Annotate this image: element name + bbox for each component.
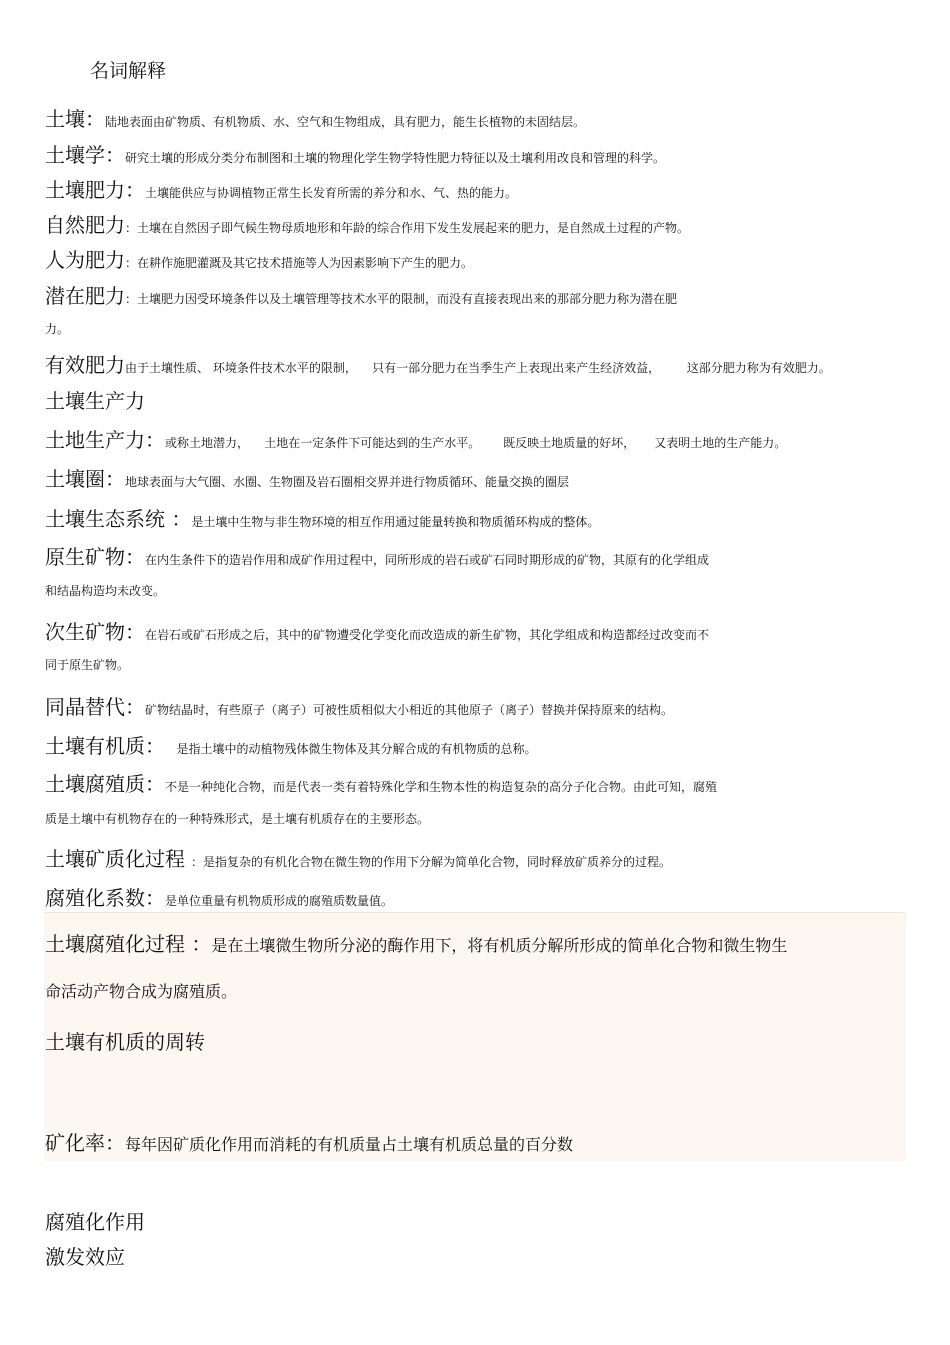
entry-soil-science <box>45 139 665 168</box>
entry-soil <box>45 103 585 132</box>
definition: 在岩石或矿石形成之后，其中的矿物遭受化学变化而改造成的新生矿物，其化学组成和构造都经过改变而不 <box>145 628 710 642</box>
entry-soil-humus <box>45 768 717 797</box>
entry-pedosphere <box>45 463 569 492</box>
definition: 地球表面与大气圈、水圈、生物圈及岩石圈相交界并进行物质循环、能量交换的圈层 <box>125 475 570 489</box>
entry-organic-matter-turnover <box>45 1026 205 1055</box>
entry-secondary-mineral <box>45 616 709 645</box>
term: 人为肥力 <box>45 248 125 272</box>
term: 次生矿物： <box>45 620 145 644</box>
definition: 矿物结晶时，有些原子（离子）可被性质相似大小相近的其他原子（离子）替换并保持原来的结构。 <box>145 703 674 717</box>
term: 土壤肥力： <box>45 178 145 202</box>
entry-humification-coefficient <box>45 882 393 911</box>
term: 土壤腐殖化过程 ： <box>45 932 212 956</box>
entry-humification-process <box>45 928 787 957</box>
term: 土壤生态系统 ： <box>45 507 192 531</box>
definition: ：在耕作施肥灌溉及其它技术措施等人为因素影响下产生的肥力。 <box>125 256 474 270</box>
definition: 研究土壤的形成分类分布制图和土壤的物理化学生物学特性肥力特征以及土壤利用改良和管理的科学。 <box>125 151 666 165</box>
term: 潜在肥力 <box>45 284 125 308</box>
entry-soil-organic-matter <box>45 730 536 759</box>
definition: ：土壤在自然因子即气候生物母质地形和年龄的综合作用下发生发展起来的肥力，是自然成土过程的产物。 <box>125 221 690 235</box>
term: 有效肥力 <box>45 353 125 377</box>
entry-artificial-fertility <box>45 244 473 273</box>
term: 土壤矿质化过程 <box>45 847 185 871</box>
definition: 由于土壤性质、 环境条件技术水平的限制， 只有一部分肥力在当季生产上表现出来产生经济效益， 这部分肥力称为有效肥力。 <box>125 361 831 375</box>
entry-natural-fertility <box>45 209 689 238</box>
entry-primary-mineral-continued: 和结晶构造均未改变。 <box>45 584 166 598</box>
term: 土壤圈： <box>45 467 125 491</box>
definition: 每年因矿质化作用而消耗的有机质量占土壤有机质总量的百分数 <box>125 1135 574 1154</box>
definition: 或称土地潜力， 土地在一定条件下可能达到的生产水平。 既反映土地质量的好坏， 又表明土地的生产能力。 <box>165 436 787 450</box>
term: 土壤学： <box>45 143 125 167</box>
term: 土壤有机质： <box>45 734 165 758</box>
term: 腐殖化系数： <box>45 886 165 910</box>
entry-soil-ecosystem <box>45 503 599 532</box>
definition: 陆地表面由矿物质、有机物质、水、空气和生物组成，具有肥力，能生长植物的未固结层。 <box>105 115 586 129</box>
definition: 是单位重量有机物质形成的腐殖质数量值。 <box>165 894 394 908</box>
definition: 土壤能供应与协调植物正常生长发育所需的养分和水、气、热的能力。 <box>145 186 518 200</box>
term: 同晶替代： <box>45 695 145 719</box>
definition: 是指土壤中的动植物残体微生物体及其分解合成的有机物质的总称。 <box>165 742 537 756</box>
term: 土壤腐殖质： <box>45 772 165 796</box>
entry-primary-mineral <box>45 541 709 570</box>
entry-soil-humus-continued: 质是土壤中有机物存在的一种特殊形式，是土壤有机质存在的主要形态。 <box>45 812 430 826</box>
entry-soil-fertility <box>45 174 517 203</box>
term: 自然肥力 <box>45 213 125 237</box>
entry-soil-productivity <box>45 385 145 414</box>
entry-humification: 腐殖化作用 <box>45 1210 145 1234</box>
term: 土壤： <box>45 107 105 131</box>
definition: ：是指复杂的有机化合物在微生物的作用下分解为简单化合物，同时释放矿质养分的过程。 <box>191 855 672 869</box>
term: 矿化率： <box>45 1131 125 1155</box>
entry-humification-process-continued: 命活动产物合成为腐殖质。 <box>45 982 238 1001</box>
definition: 是土壤中生物与非生物环境的相互作用通过能量转换和物质循环构成的整体。 <box>191 515 600 529</box>
term: 土壤生产力 <box>45 389 145 413</box>
entry-mineralization-process <box>45 843 671 872</box>
entry-priming-effect: 激发效应 <box>45 1245 125 1269</box>
definition: ：土壤肥力因受环境条件以及土壤管理等技术水平的限制，而没有直接表现出来的那部分肥力称为潜在肥 <box>125 292 678 306</box>
page-heading: 名词解释 <box>90 60 167 82</box>
term: 原生矿物： <box>45 545 145 569</box>
entry-isomorphous-substitution <box>45 691 673 720</box>
entry-potential-fertility <box>45 280 677 309</box>
term: 土地生产力： <box>45 428 165 452</box>
entry-effective-fertility <box>45 349 831 378</box>
definition: 不是一种纯化合物，而是代表一类有着特殊化学和生物本性的构造复杂的高分子化合物。由此可知，腐殖 <box>165 780 718 794</box>
definition: 在内生条件下的造岩作用和成矿作用过程中，同所形成的岩石或矿石同时期形成的矿物，其原有的化学组成 <box>145 553 710 567</box>
definition: 是在土壤微生物所分泌的酶作用下，将有机质分解所形成的简单化合物和微生物生 <box>211 936 788 955</box>
term: 土壤有机质的周转 <box>45 1030 205 1054</box>
entry-secondary-mineral-continued: 同于原生矿物。 <box>45 658 130 672</box>
entry-mineralization-rate <box>45 1127 573 1156</box>
entry-potential-fertility-continued: 力。 <box>45 322 70 336</box>
entry-land-productivity <box>45 424 786 453</box>
